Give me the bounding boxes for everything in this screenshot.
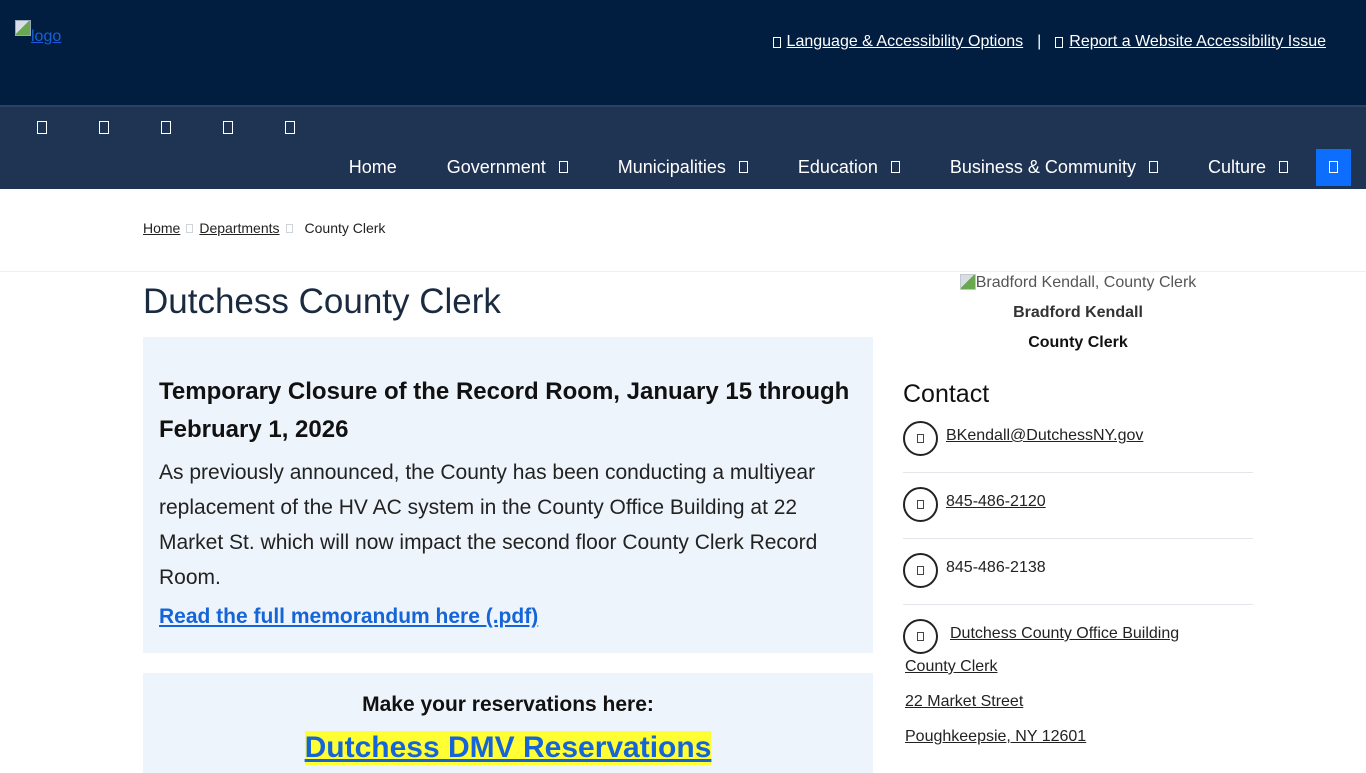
- social-links: [37, 121, 295, 134]
- report-accessibility-link[interactable]: [1055, 33, 1326, 51]
- search-icon: [1329, 161, 1338, 173]
- breadcrumb: [143, 220, 385, 236]
- logo-alt-text: logo: [31, 28, 62, 45]
- search-button[interactable]: [1316, 149, 1351, 186]
- language-accessibility-link[interactable]: [773, 33, 1024, 51]
- chevron-down-icon: [1149, 161, 1158, 173]
- contact-fax: [903, 547, 1253, 605]
- contact-phone: [903, 481, 1253, 539]
- nav-culture[interactable]: [1208, 157, 1288, 178]
- chevron-down-icon: [739, 161, 748, 173]
- page-title: Dutchess County Clerk: [143, 282, 501, 321]
- nav-culture-label: Culture: [1207, 156, 1266, 177]
- closure-notice: [143, 337, 873, 653]
- address-building[interactable]: Dutchess County Office Building: [950, 625, 1180, 642]
- clerk-name: Bradford Kendall: [1013, 304, 1143, 321]
- dmv-reservations-link[interactable]: Dutchess DMV Reservations: [304, 731, 712, 764]
- nav-government[interactable]: [447, 157, 568, 178]
- notice-heading: Temporary Closure of the Record Room, January 15 through February 1, 2026: [159, 378, 850, 443]
- contact-address: [903, 613, 1253, 754]
- chevron-right-icon: [286, 224, 293, 233]
- navigation-bar: [0, 105, 1366, 189]
- notice-body: As previously announced, the County has been conducting a multiyear replacement of the HV AC system in the County Office Building at 22 Market St. which will now impact the second floor County Clerk Record Room.: [159, 461, 818, 589]
- fax-number: 845-486-2138: [946, 559, 1046, 576]
- utility-separator: |: [1037, 33, 1042, 50]
- utility-links: [773, 33, 1326, 51]
- breadcrumb-home[interactable]: Home: [143, 220, 181, 236]
- instagram-icon[interactable]: [161, 121, 171, 134]
- contact-heading: Contact: [903, 380, 990, 408]
- address-street[interactable]: 22 Market Street: [905, 693, 1024, 710]
- memorandum-link[interactable]: Read the full memorandum here (.pdf): [159, 605, 539, 628]
- facebook-icon[interactable]: [37, 121, 47, 134]
- chevron-down-icon: [891, 161, 900, 173]
- nav-municipalities-label: Municipalities: [617, 156, 726, 177]
- linkedin-icon[interactable]: [285, 121, 295, 134]
- chevron-down-icon: [559, 161, 568, 173]
- nav-home[interactable]: [349, 157, 397, 178]
- breadcrumb-current: County Clerk: [304, 220, 386, 236]
- top-header: [0, 0, 1366, 105]
- nav-municipalities[interactable]: [618, 157, 748, 178]
- broken-image-icon: [15, 20, 31, 36]
- nav-government-label: Government: [446, 156, 546, 177]
- envelope-icon: [903, 421, 938, 456]
- broken-image-icon: [960, 274, 976, 290]
- nav-business-community[interactable]: [950, 157, 1158, 178]
- reservations-panel: [143, 673, 873, 773]
- reservations-label: Make your reservations here:: [362, 693, 654, 716]
- globe-icon: [773, 37, 781, 48]
- report-accessibility-label: Report a Website Accessibility Issue: [1069, 33, 1326, 50]
- address-department[interactable]: County Clerk: [905, 658, 998, 675]
- nav-business-community-label: Business & Community: [949, 156, 1136, 177]
- chevron-down-icon: [1279, 161, 1288, 173]
- email-link[interactable]: BKendall@DutchessNY.gov: [946, 427, 1144, 444]
- fax-icon: [903, 553, 938, 588]
- contact-list: [903, 415, 1253, 754]
- phone-icon: [903, 487, 938, 522]
- clerk-photo-alt: Bradford Kendall, County Clerk: [975, 274, 1197, 291]
- main-nav: [299, 149, 1351, 185]
- youtube-icon[interactable]: [223, 121, 233, 134]
- twitter-icon[interactable]: [99, 121, 109, 134]
- address-city[interactable]: Poughkeepsie, NY 12601: [905, 728, 1087, 745]
- clerk-photo: [903, 274, 1253, 292]
- flag-icon: [1055, 37, 1063, 48]
- language-accessibility-label: Language & Accessibility Options: [786, 33, 1024, 50]
- breadcrumb-departments[interactable]: Departments: [199, 220, 280, 236]
- phone-link[interactable]: 845-486-2120: [946, 493, 1046, 510]
- contact-email: [903, 415, 1253, 473]
- clerk-role: County Clerk: [1028, 334, 1128, 351]
- nav-education-label: Education: [797, 156, 878, 177]
- chevron-right-icon: [186, 224, 193, 233]
- nav-home-label: Home: [348, 156, 397, 177]
- nav-education[interactable]: [798, 157, 900, 178]
- sidebar: [903, 272, 1253, 754]
- logo-link[interactable]: [15, 20, 61, 46]
